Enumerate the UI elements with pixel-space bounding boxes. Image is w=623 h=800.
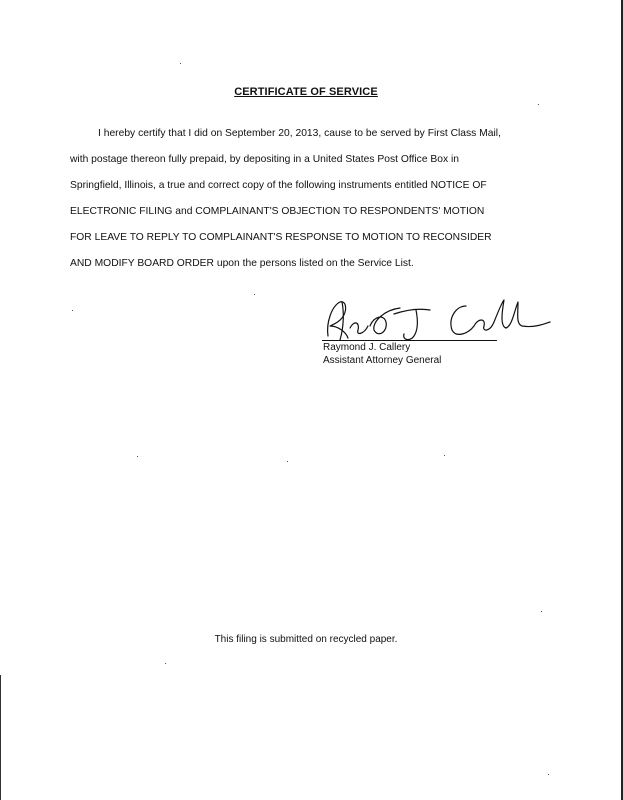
body-line: with postage thereon fully prepaid, by depositing in a United States Post Office Box in xyxy=(70,154,460,165)
certificate-body xyxy=(70,121,550,277)
scan-speck xyxy=(541,611,542,612)
scan-speck xyxy=(538,104,539,105)
scan-speck xyxy=(165,663,166,664)
document-title: CERTIFICATE OF SERVICE xyxy=(234,86,378,98)
body-line: I hereby certify that I did on September 20, 2013, cause to be served by First Class Mail, xyxy=(98,128,501,139)
signer-title: Assistant Attorney General xyxy=(323,355,442,366)
body-line: FOR LEAVE TO REPLY TO COMPLAINANT'S RESPONSE TO MOTION TO RECONSIDER xyxy=(70,232,492,243)
scan-speck xyxy=(444,455,445,456)
recycled-paper-note: This filing is submitted on recycled paper. xyxy=(214,634,398,645)
body-line: ELECTRONIC FILING and COMPLAINANT'S OBJECTION TO RESPONDENTS' MOTION xyxy=(70,206,485,217)
scan-speck xyxy=(254,294,255,295)
handwritten-signature xyxy=(318,292,553,347)
signer-name: Raymond J. Callery xyxy=(323,342,411,353)
scan-speck xyxy=(180,63,181,64)
scan-speck xyxy=(72,310,73,311)
scan-edge-left xyxy=(0,675,1,800)
scan-speck xyxy=(137,456,138,457)
scan-speck xyxy=(548,774,549,775)
body-line: Springfield, Illinois, a true and correct copy of the following instruments entitled NOTICE OF xyxy=(70,180,487,191)
scan-speck xyxy=(287,461,288,462)
body-line: AND MODIFY BOARD ORDER upon the persons listed on the Service List. xyxy=(70,258,414,269)
